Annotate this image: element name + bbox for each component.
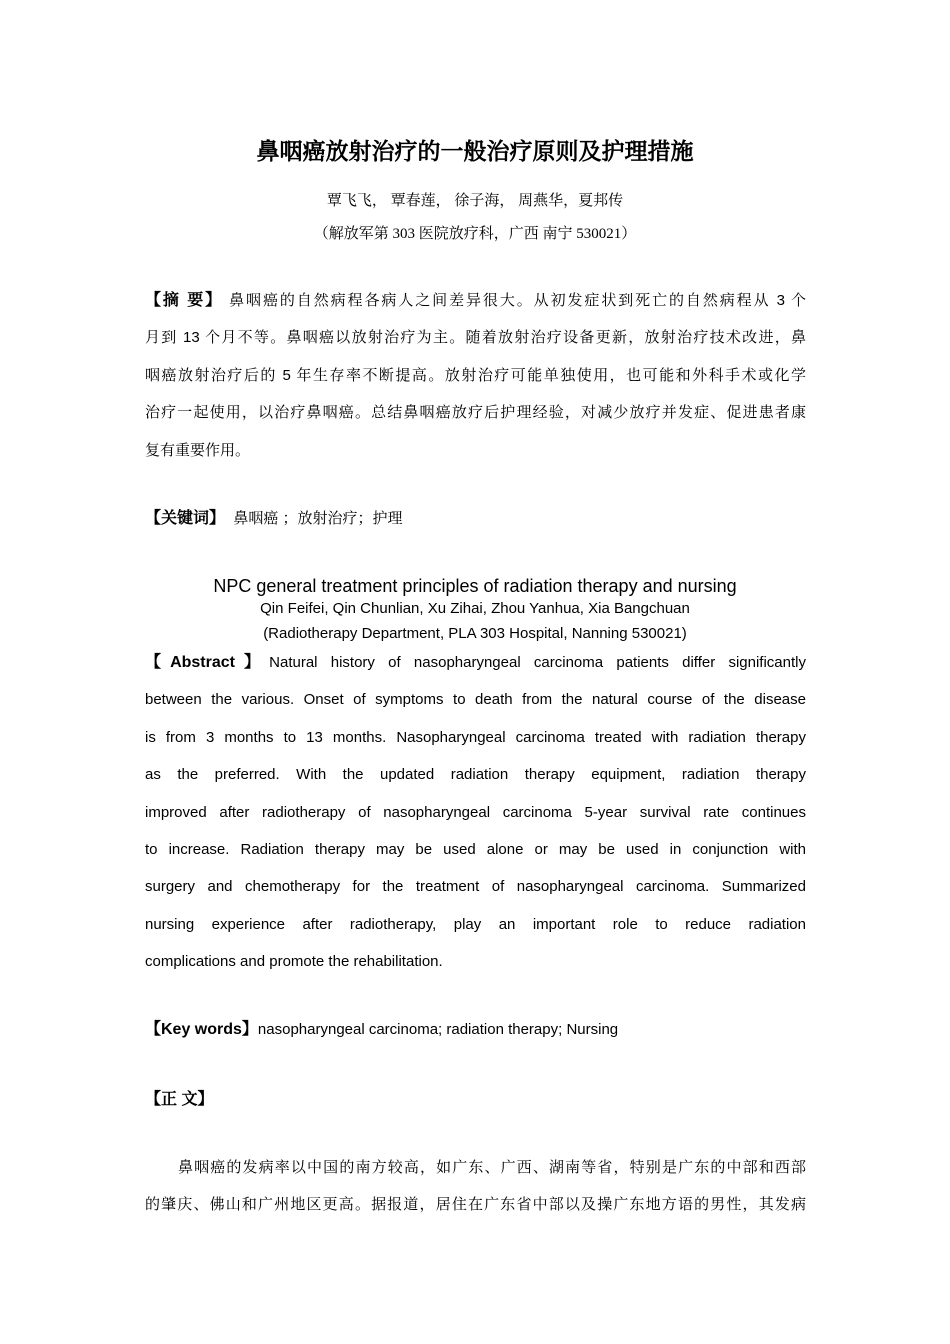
abstract-cn-line: 鼻咽癌的自然病程各病人之间差异很大。从初发症状到死亡的自然病程从 3 个 [229, 292, 807, 309]
abstract-en-line: complications and promote the rehabilitation. [145, 953, 443, 971]
abstract-cn-label: 【摘 要】 [145, 292, 224, 309]
abstract-cn-line: 治疗一起使用，以治疗鼻咽癌。总结鼻咽癌放疗后护理经验，对减少放疗并发症、促进患者康 [145, 404, 806, 422]
keywords-cn [145, 508, 806, 545]
abstract-cn-line: 咽癌放射治疗后的 5 年生存率不断提高。放射治疗可能单独使用，也可能和外科手术或化学 [145, 366, 806, 384]
authors: 覃飞飞， 覃春莲， 徐子海， 周燕华，夏邦传 [326, 193, 624, 209]
abstract-en-line: Natural history of nasopharyngeal carcinoma patients differ significantly [269, 654, 806, 671]
english-authors: Qin Feifei, Qin Chunlian, Xu Zihai, Zhou Yanhua, Xia Bangchuan [260, 600, 690, 617]
affiliation: （解放军第 303 医院放疗科，广西 南宁 530021） [313, 226, 637, 242]
abstract-en-line: improved after radiotherapy of nasopharyngeal carcinoma 5-year survival rate continues [145, 803, 806, 821]
abstract-en-line: to increase. Radiation therapy may be used alone or may be used in conjunction with [145, 840, 806, 858]
keywords-en [145, 1019, 806, 1056]
abstract-en-label: 【Abstract】 [145, 654, 270, 671]
body-line: 鼻咽癌的发病率以中国的南方较高，如广东、广西、湖南等省，特别是广东的中部和西部 [178, 1159, 806, 1176]
abstract-en-line: surgery and chemotherapy for the treatment of nasopharyngeal carcinoma. Summarized [145, 878, 806, 896]
keywords-cn-label: 【关键词】 [145, 510, 226, 527]
abstract-cn-line: 复有重要作用。 [145, 441, 251, 459]
keywords-cn-text: 鼻咽癌 ；放射治疗；护理 [233, 510, 403, 527]
keywords-en-label: 【Key words】 [145, 1021, 258, 1038]
english-affiliation: (Radiotherapy Department, PLA 303 Hospital, Nanning 530021) [263, 625, 687, 642]
abstract-en-line: between the various. Onset of symptoms to death from the natural course of the disease [145, 691, 806, 709]
abstract-cn-line: 月到 13 个月不等。鼻咽癌以放射治疗为主。随着放射治疗设备更新，放射治疗技术改进，鼻 [145, 329, 806, 347]
body-label: 【正 文】 [145, 1091, 214, 1108]
abstract-en-line: is from 3 months to 13 months. Nasopharyngeal carcinoma treated with radiation therapy [145, 728, 806, 746]
abstract-en-line: as the preferred. With the updated radiation therapy equipment, radiation therapy [145, 766, 806, 784]
abstract-en-line: nursing experience after radiotherapy, play an important role to reduce radiation [145, 915, 806, 933]
paper-title: 鼻咽癌放射治疗的一般治疗原则及护理措施 [256, 139, 694, 165]
body-heading [145, 1089, 806, 1126]
body-line: 的肇庆、佛山和广州地区更高。据报道，居住在广东省中部以及操广东地方语的男性，其发病 [145, 1196, 806, 1214]
abstract-cn [145, 290, 806, 477]
abstract-en [145, 652, 806, 989]
keywords-en-text: nasopharyngeal carcinoma; radiation therapy; Nursing [257, 1021, 619, 1038]
english-title: NPC general treatment principles of radiation therapy and nursing [213, 576, 737, 596]
body-text [145, 1157, 806, 1232]
